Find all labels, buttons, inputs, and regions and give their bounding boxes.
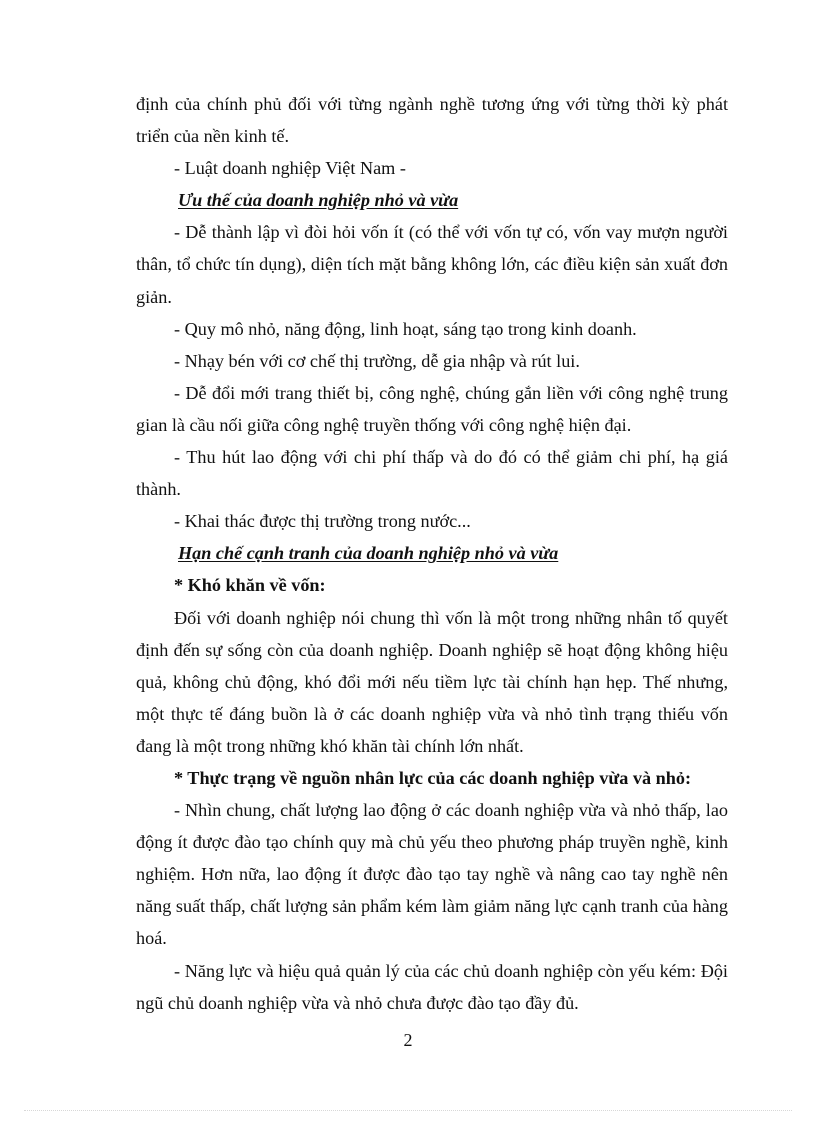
paragraph-continuation: định của chính phủ đối với từng ngành nghề tương ứng với từng thời kỳ phát triển của nền kinh tế.: [136, 94, 728, 147]
capital-paragraph: Đối với doanh nghiệp nói chung thì vốn là một trong những nhân tố quyết định đến sự sống còn của doanh nghiệp. Doanh nghiệp sẽ hoạt động không hiệu quả, không chủ động, khó đổi mới nếu tiềm lực tài chính hạn hẹp. Thế nhưng, một thực tế đáng buồn là ở các doanh nghiệp vừa và nhỏ tình trạng thiếu vốn đang là một trong những khó khăn tài chính lớn nhất.: [136, 607, 728, 756]
advantage-item: - Khai thác được thị trường trong nước...: [174, 511, 471, 532]
body-text: [136, 88, 728, 1019]
subheading-human-resources: * Thực trạng về nguồn nhân lực của các doanh nghiệp vừa và nhỏ:: [174, 767, 692, 788]
advantage-item: - Quy mô nhỏ, năng động, linh hoạt, sáng tạo trong kinh doanh.: [174, 318, 637, 339]
page-number: 2: [403, 1030, 413, 1050]
section-heading-limitations-text: Hạn chế cạnh tranh của doanh nghiệp nhỏ và vừa: [178, 543, 559, 564]
advantage-item: - Nhạy bén với cơ chế thị trường, dễ gia nhập và rút lui.: [174, 350, 580, 371]
section-heading-advantages-text: Ưu thế của doanh nghiệp nhỏ và vừa: [178, 190, 459, 211]
page-bottom-divider: [24, 1110, 792, 1111]
section-heading-advantages: [136, 184, 728, 216]
human-resources-paragraph: - Nhìn chung, chất lượng lao động ở các doanh nghiệp vừa và nhỏ thấp, lao động ít được đào tạo chính quy mà chủ yếu theo phương pháp truyền nghề, kinh nghiệm. Hơn nữa, lao động ít được đào tạo tay nghề và nâng cao tay nghề nên năng suất thấp, chất lượng sản phẩm kém làm giảm năng lực cạnh tranh của hàng hoá.: [136, 800, 728, 949]
advantage-item: - Thu hút lao động với chi phí thấp và do đó có thể giảm chi phí, hạ giá thành.: [136, 447, 728, 500]
advantage-item: - Dễ đổi mới trang thiết bị, công nghệ, chúng gắn liền với công nghệ trung gian là cầu nối giữa công nghệ truyền thống với công nghệ hiện đại.: [136, 382, 728, 435]
source-line: - Luật doanh nghiệp Việt Nam -: [174, 158, 406, 179]
section-heading-limitations: [136, 537, 728, 569]
subheading-capital: * Khó khăn về vốn:: [174, 575, 326, 596]
management-paragraph: - Năng lực và hiệu quả quản lý của các chủ doanh nghiệp còn yếu kém: Đội ngũ chủ doanh nghiệp vừa và nhỏ chưa được đào tạo đầy đủ.: [136, 960, 728, 1013]
advantage-item: - Dễ thành lập vì đòi hỏi vốn ít (có thể với vốn tự có, vốn vay mượn người thân, tổ chức tín dụng), diện tích mặt bằng không lớn, các điều kiện sản xuất đơn giản.: [136, 222, 728, 307]
